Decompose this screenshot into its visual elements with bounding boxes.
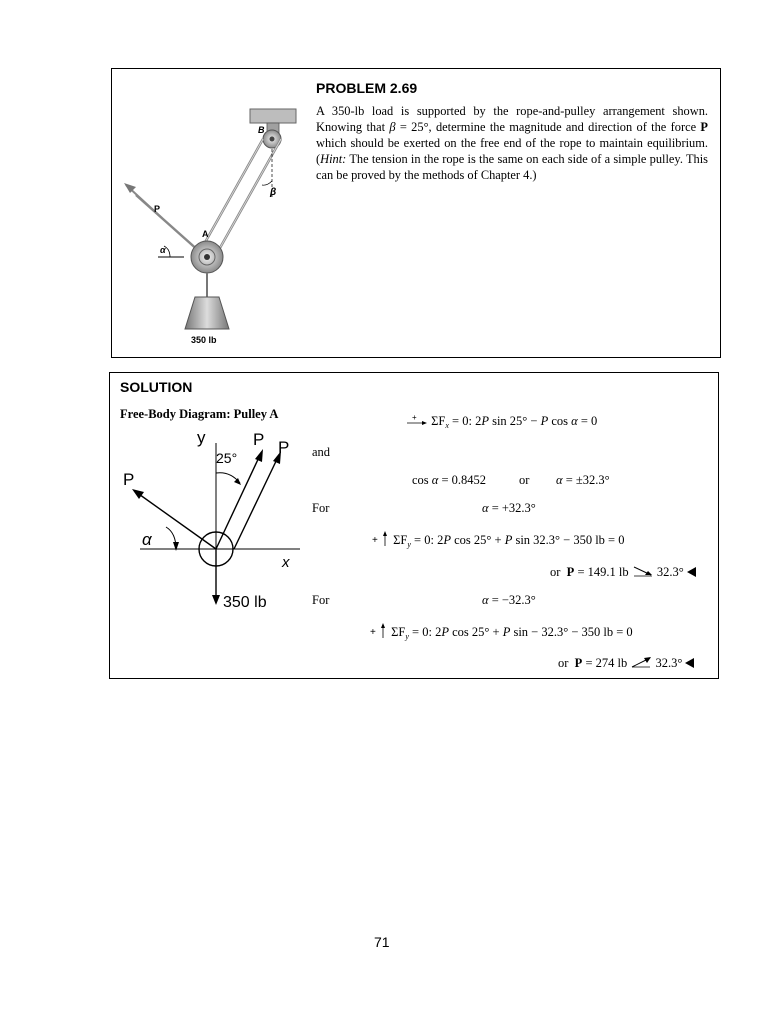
label-and: and xyxy=(312,445,331,459)
answer-1: or P = 149.1 lb 32.3° xyxy=(550,565,697,580)
fbd-label-alpha: α xyxy=(142,530,152,549)
svg-text:+: + xyxy=(370,627,376,638)
direction-up-right-icon xyxy=(630,656,652,668)
fbd-label-p2: P xyxy=(278,438,290,457)
equation-alpha-pos: α = +32.3° xyxy=(482,501,536,515)
fbd-label-load: 350 lb xyxy=(223,594,267,609)
svg-text:+: + xyxy=(412,413,417,422)
label-a: A xyxy=(202,229,209,239)
label-beta: β xyxy=(270,187,277,198)
direction-down-right-icon xyxy=(632,565,654,577)
pulley-figure xyxy=(112,69,312,357)
fbd-label-y: y xyxy=(197,429,206,447)
equation-sum-fy-2: + $\Sigma F_y = 0$: 2P cos 25° + P sin − 32.3° − 350 lb = 0 xyxy=(370,625,633,641)
answer-2: or P = 274 lb 32.3° xyxy=(558,656,695,671)
equation-sum-fx: + $\Sigma F_x = 0$: 2P sin 25° − P cos α = 0 xyxy=(406,413,597,430)
label-angle: α xyxy=(160,245,166,255)
force-p-right-2 xyxy=(234,455,279,549)
solution-box xyxy=(109,372,719,679)
page-number: 71 xyxy=(374,934,390,950)
problem-statement: A 350-lb load is supported by the rope-and-pulley arrangement shown. Knowing that β = 25°, determine the magnitude and direction of the force P which should be exerted on the free end of the rope to maintain equilibrium. (Hint: The tension in the rope is the same on each side of a simple pulley. This can be proved by the methods of Chapter 4.) xyxy=(316,104,708,182)
sign-convention-arrow xyxy=(370,623,388,639)
svg-text:+: + xyxy=(372,535,378,546)
load-weight xyxy=(185,297,229,329)
equation-cos-alpha: cos α = 0.8452 xyxy=(412,473,487,487)
fbd-title: Free-Body Diagram: Pulley A xyxy=(120,407,279,421)
fbd-label-p3: P xyxy=(123,470,135,489)
problem-box xyxy=(111,68,721,358)
label-p: P xyxy=(154,204,161,214)
answer-marker-icon xyxy=(685,658,695,668)
force-p-right-1 xyxy=(216,453,261,549)
ceiling-support xyxy=(250,109,296,123)
label-for-1: For xyxy=(312,501,330,515)
equation-alpha-neg: α = −32.3° xyxy=(482,593,536,607)
sign-convention-arrow xyxy=(406,413,428,427)
fbd-label-25: 25° xyxy=(216,450,238,466)
fbd-label-x: x xyxy=(282,554,290,571)
label-or: or xyxy=(519,473,530,487)
fbd-label-p1: P xyxy=(253,430,265,449)
equation-sum-fy-1: + $\Sigma F_y = 0$: 2P cos 25° + P sin 32.3° − 350 lb = 0 xyxy=(372,533,625,549)
sign-convention-arrow xyxy=(372,531,390,547)
problem-title: PROBLEM 2.69 xyxy=(316,80,418,96)
free-body-diagram xyxy=(120,429,310,609)
label-b: B xyxy=(258,125,265,135)
equation-alpha-pm: α = ±32.3° xyxy=(556,473,610,487)
solution-title: SOLUTION xyxy=(120,379,193,395)
answer-marker-icon xyxy=(687,567,697,577)
label-for-2: For xyxy=(312,593,330,607)
label-load: 350 lb xyxy=(191,335,217,345)
